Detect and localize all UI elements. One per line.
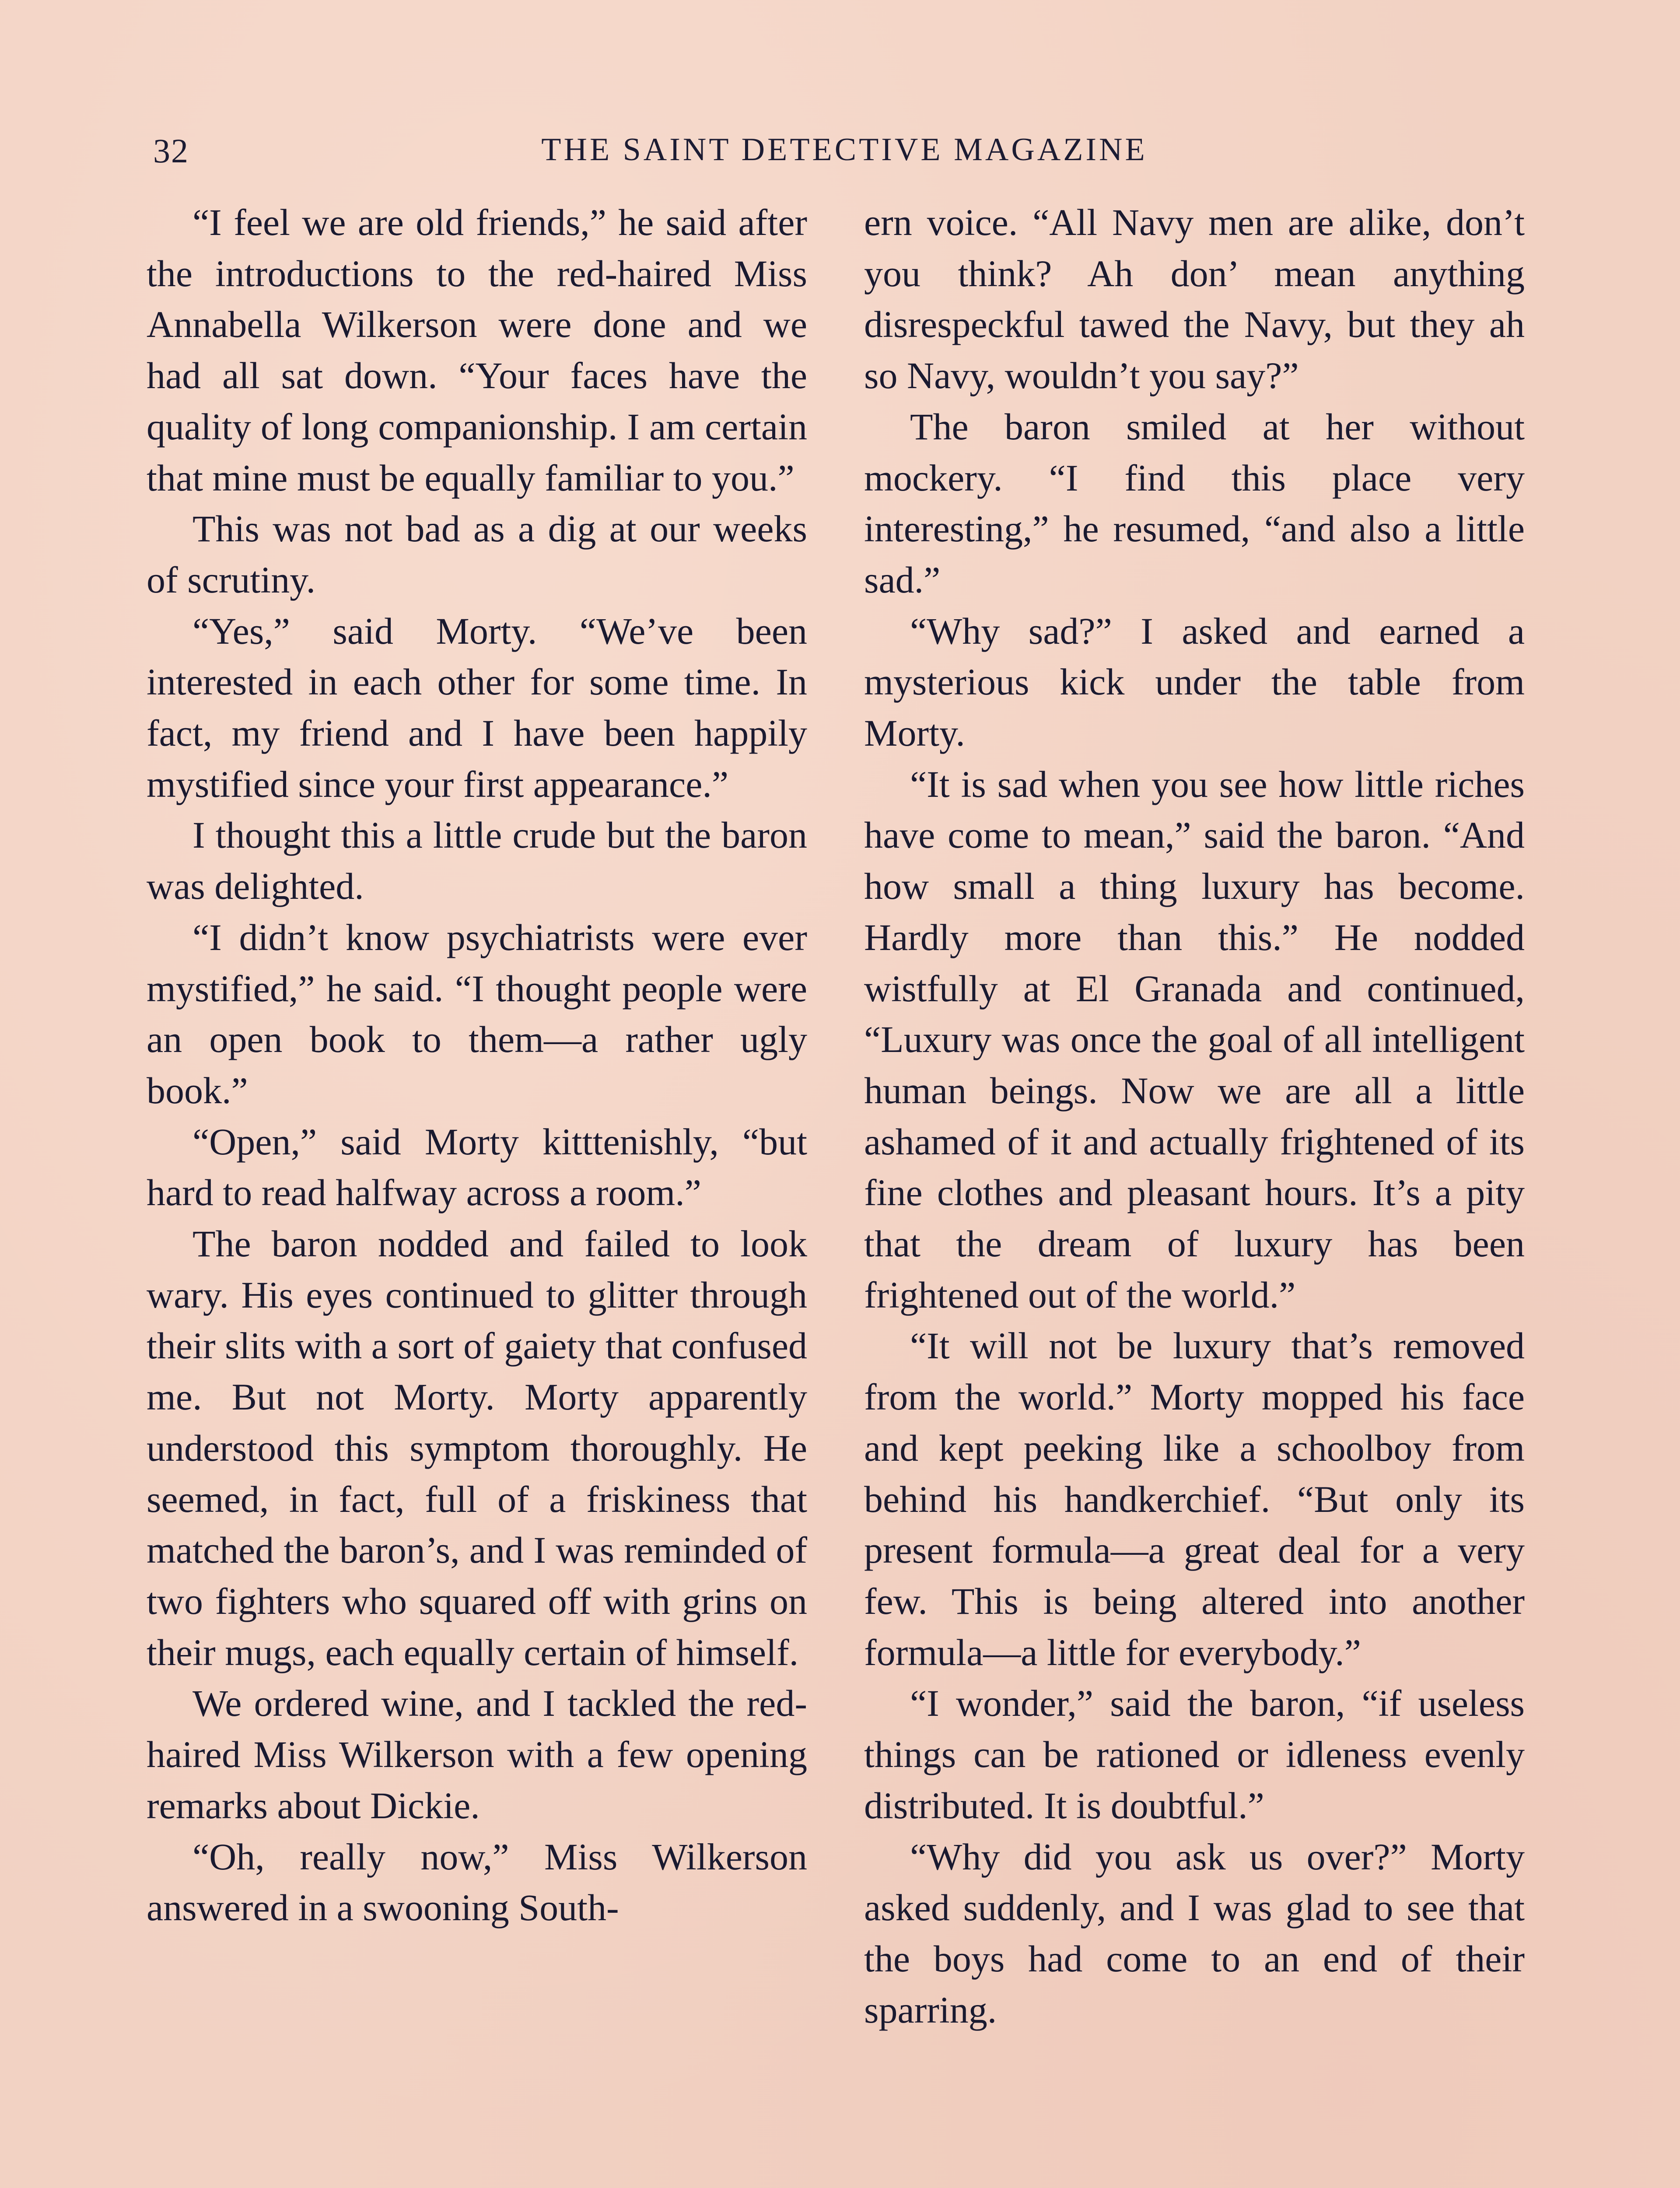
paragraph: The baron nodded and failed to look wary. His eyes continued to glitter through their slits with a sort of gaiety that confused me. But not Morty. Morty apparently understood this symptom thoroughly. He seemed, in fact, full of a friskiness that matched the baron’s, and I was reminded of two fighters who squared off with grins on their mugs, each equally certain of himself. [147,1223,807,1673]
left-column [147,197,807,1933]
paragraph: I thought this a little crude but the baron was delighted. [147,814,807,908]
paragraph-continuation: ern voice. “All Navy men are alike, don’t you think? Ah don’ mean anything disrespeckful tawed the Navy, but they ah so Navy, wouldn’t you say?” [864,201,1525,397]
paragraph: “It will not be luxury that’s removed from the world.” Morty mopped his face and kept peeking like a schoolboy from behind his handkerchief. “But only its present formula—a great deal for a very few. This is being altered into another formula—a little for everybody.” [864,1325,1525,1673]
paragraph: “Why sad?” I asked and earned a mysterious kick under the table from Morty. [864,610,1525,754]
paragraph: The baron smiled at her without mockery. “I find this place very interesting,” he resumed, “and also a little sad.” [864,405,1525,601]
running-title: THE SAINT DETECTIVE MAGAZINE [541,132,1148,168]
paragraph: “Oh, really now,” Miss Wilkerson answered in a swooning South- [147,1835,807,1929]
page-header [153,131,1536,179]
paragraph: “I didn’t know psychiatrists were ever mystified,” he said. “I thought people were an open book to them—a rather ugly book.” [147,916,807,1112]
paragraph: “I feel we are old friends,” he said after the introductions to the red-haired Miss Annabella Wilkerson were done and we had all sat down. “Your faces have the quality of long companionship. I am certain that mine must be equally familiar to you.” [147,201,807,499]
page-number: 32 [153,132,189,170]
paragraph: “It is sad when you see how little riches have come to mean,” said the baron. “And how small a thing luxury has become. Hardly more than this.” He nodded wistfully at El Granada and continued, “Luxury was once the goal of all intelligent human beings. Now we are all a little ashamed of it and actually frightened of its fine clothes and pleasant hours. It’s a pity that the dream of luxury has been frightened out of the world.” [864,763,1525,1316]
right-column [864,197,1525,2035]
paragraph: This was not bad as a dig at our weeks of scrutiny. [147,508,807,601]
paragraph: “Open,” said Morty kitttenishly, “but hard to read halfway across a room.” [147,1120,807,1214]
paragraph: “Why did you ask us over?” Morty asked suddenly, and I was glad to see that the boys had come to an end of their sparring. [864,1835,1525,2031]
paragraph: We ordered wine, and I tackled the red-haired Miss Wilkerson with a few opening remarks about Dickie. [147,1682,807,1827]
paragraph: “Yes,” said Morty. “We’ve been interested in each other for some time. In fact, my friend and I have been happily mystified since your first appearance.” [147,610,807,805]
paragraph: “I wonder,” said the baron, “if useless things can be rationed or idleness evenly distributed. It is doubtful.” [864,1682,1525,1827]
